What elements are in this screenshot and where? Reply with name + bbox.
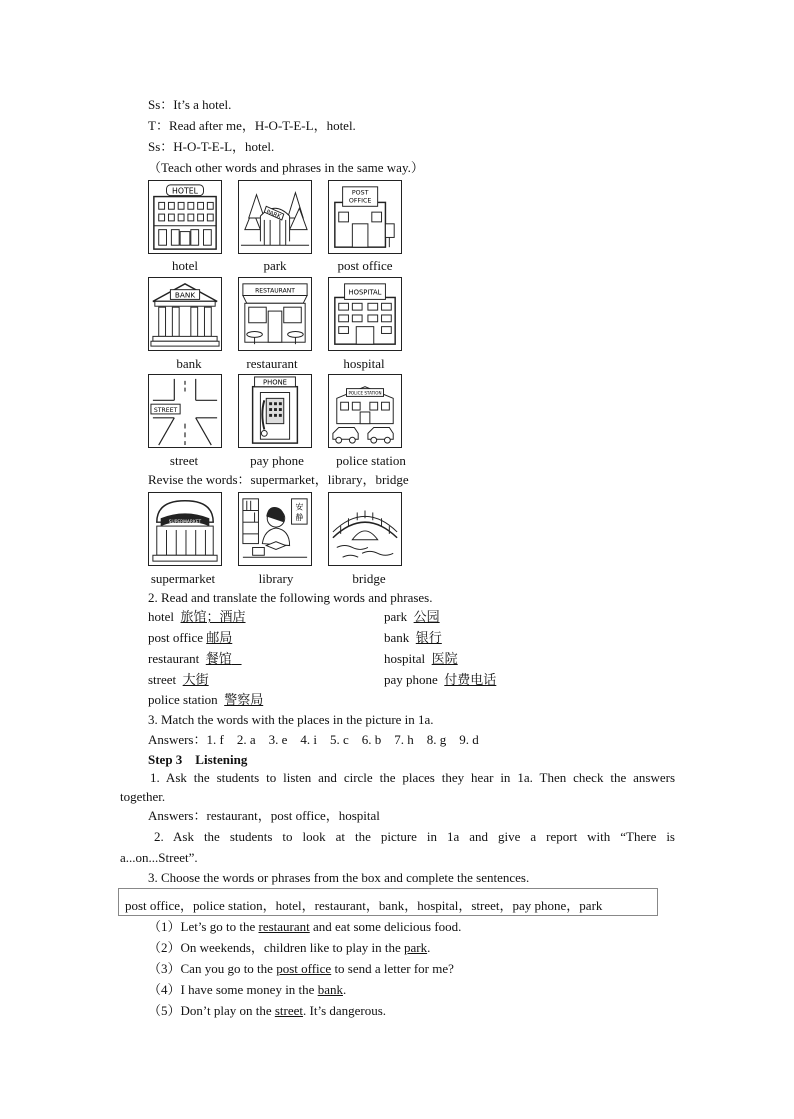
task3-answers: Answers：1. f 2. a 3. e 4. i 5. c 6. b 7. h 8. g 9. d xyxy=(148,732,479,747)
svg-text:POST: POST xyxy=(351,189,369,197)
step3-item3: 3. Choose the words or phrases from the box and complete the sentences. xyxy=(148,870,530,885)
translation-hospital: hospital 医院 xyxy=(384,651,458,666)
sentence-5-answer: street xyxy=(274,1003,304,1018)
step3-item1-line1: 1. Ask the students to listen and circle the places they hear in 1a. Then check the answers xyxy=(150,770,675,785)
sentence-4: （4）I have some money in the bank. xyxy=(148,982,347,997)
dialogue-line-1: Ss：It’s a hotel. xyxy=(148,97,232,112)
task3-title: 3. Match the words with the places in the picture in 1a. xyxy=(148,712,434,727)
hospital-icon xyxy=(328,277,402,351)
svg-text:POLICE STATION: POLICE STATION xyxy=(348,390,382,396)
street-icon xyxy=(148,374,222,448)
caption-pay-phone: pay phone xyxy=(250,453,304,468)
translation-street: street 大街 xyxy=(148,672,209,687)
step3-item2-line1: 2. Ask the students to look at the picture in 1a and give a report with “There is xyxy=(154,829,675,844)
caption-street: street xyxy=(169,453,199,468)
sentence-1-answer: restaurant xyxy=(258,919,310,934)
translation-restaurant: restaurant 餐馆 xyxy=(148,651,232,666)
svg-text:静: 静 xyxy=(295,513,304,523)
svg-text:PARK: PARK xyxy=(265,209,282,221)
library-icon xyxy=(238,492,312,566)
bridge-icon xyxy=(328,492,402,566)
task2-title: 2. Read and translate the following words and phrases. xyxy=(148,590,433,605)
teaching-note: （Teach other words and phrases in the same way.） xyxy=(148,160,424,175)
post-office-icon xyxy=(328,180,402,254)
translation-police-station: police station 警察局 xyxy=(148,692,264,707)
caption-restaurant: restaurant xyxy=(246,356,298,371)
sentence-3-answer: post office xyxy=(276,961,332,976)
svg-text:HOSPITAL: HOSPITAL xyxy=(348,288,382,297)
svg-text:安: 安 xyxy=(295,502,304,512)
hotel-icon xyxy=(148,180,222,254)
caption-police-station: police station xyxy=(336,453,406,468)
supermarket-icon xyxy=(148,492,222,566)
sentence-4-answer: bank xyxy=(317,982,343,997)
translation-pay-phone: pay phone 付费电话 xyxy=(384,672,497,687)
step3-item2-line2: a...on...Street”. xyxy=(120,850,198,865)
pay-phone-icon xyxy=(238,374,312,448)
word-box-text: post office，police station，hotel，restaurant，bank，hospital，street，pay phone，park xyxy=(125,898,603,913)
caption-hotel: hotel xyxy=(172,258,198,273)
svg-text:OFFICE: OFFICE xyxy=(348,197,372,205)
caption-supermarket: supermarket xyxy=(150,571,216,586)
bank-icon xyxy=(148,277,222,351)
sentence-3: （3）Can you go to the post office to send a letter for me? xyxy=(148,961,454,976)
svg-text:PHONE: PHONE xyxy=(263,378,287,387)
dialogue-line-2: T：Read after me，H-O-T-E-L，hotel. xyxy=(148,118,356,133)
dialogue-line-3: Ss：H-O-T-E-L，hotel. xyxy=(148,139,275,154)
translation-park: park 公园 xyxy=(384,609,440,624)
caption-park: park xyxy=(263,258,287,273)
svg-text:RESTAURANT: RESTAURANT xyxy=(255,287,295,295)
translation-hotel: hotel 旅馆；酒店 xyxy=(148,609,246,624)
sentence-5: （5）Don’t play on the street. It’s dangerous. xyxy=(148,1003,387,1018)
police-station-icon xyxy=(328,374,402,448)
step3-item1-line2: together. xyxy=(120,789,166,804)
svg-text:STREET: STREET xyxy=(153,406,178,414)
translation-bank: bank 银行 xyxy=(384,630,442,645)
svg-text:BANK: BANK xyxy=(174,290,196,300)
sentence-2-answer: park xyxy=(403,940,428,955)
revise-words-line: Revise the words：supermarket，library，bridge xyxy=(148,472,409,487)
step3-answers: Answers：restaurant，post office，hospital xyxy=(148,808,380,823)
svg-text:HOTEL: HOTEL xyxy=(172,186,198,196)
caption-post-office: post office xyxy=(337,258,393,273)
translation-post-office: post office 邮局 xyxy=(148,630,233,645)
caption-library: library xyxy=(258,571,294,586)
word-box xyxy=(118,888,658,916)
park-icon xyxy=(238,180,312,254)
svg-text:SUPERMARKET: SUPERMARKET xyxy=(168,520,202,526)
caption-bank: bank xyxy=(176,356,202,371)
caption-bridge: bridge xyxy=(352,571,386,586)
caption-hospital: hospital xyxy=(343,356,385,371)
sentence-1: （1）Let’s go to the restaurant and eat some delicious food. xyxy=(148,919,462,934)
sentence-2: （2）On weekends，children like to play in the park. xyxy=(148,940,431,955)
step3-heading: Step 3 Listening xyxy=(148,752,248,767)
restaurant-icon xyxy=(238,277,312,351)
